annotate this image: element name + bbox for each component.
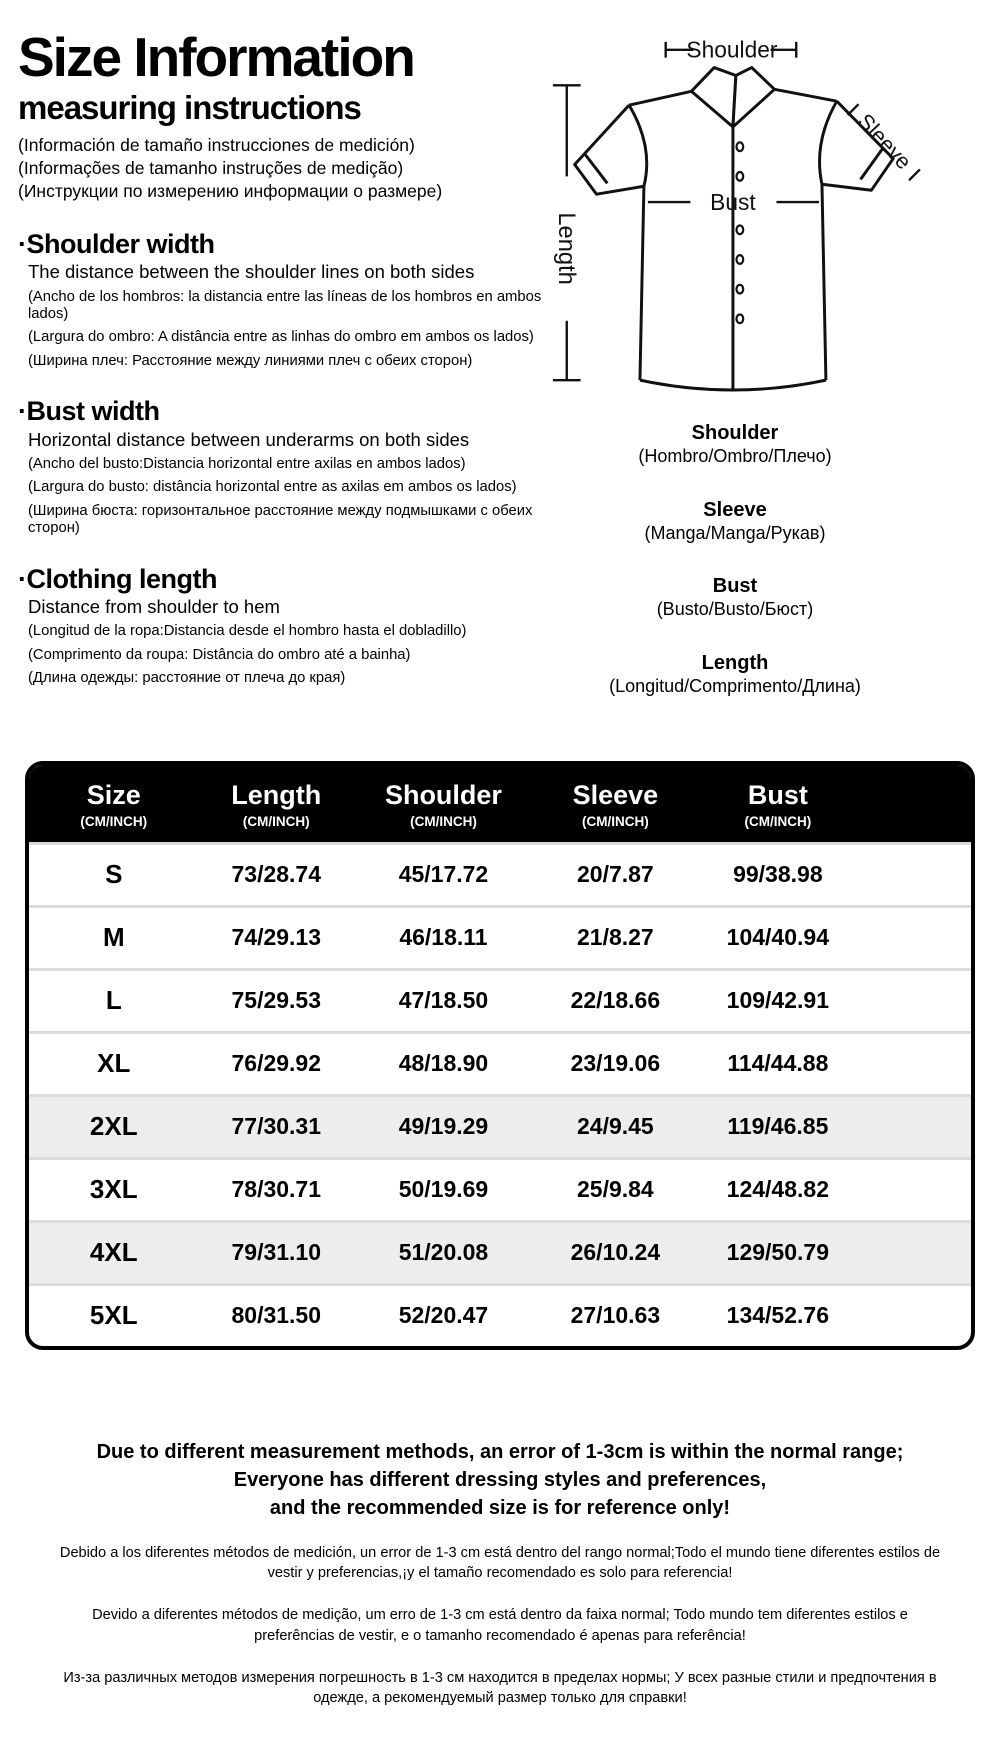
cell-shoulder: 50/19.69 xyxy=(398,1176,489,1203)
table-row xyxy=(29,905,971,968)
legend-term: Shoulder xyxy=(691,422,779,444)
legend-length xyxy=(545,651,925,698)
translation-pt: (Largura do ombro: A distância entre as linhas do ombro em ambos os lados) xyxy=(28,329,534,346)
diagram-bust-label: Bust xyxy=(710,189,756,215)
section-title: ·Bust width xyxy=(18,396,160,427)
translation-es: (Ancho de los hombros: la distancia entre las líneas de los hombros en ambos lados) xyxy=(28,288,542,322)
diagram-legend xyxy=(545,421,925,697)
table-row xyxy=(29,1220,971,1283)
cell-size: L xyxy=(105,985,122,1016)
translation-es: (Ancho del busto:Distancia horizontal entre axilas en ambos lados) xyxy=(28,455,466,472)
translation-pt: (Largura do busto: distância horizontal entre as axilas em ambos os lados) xyxy=(28,479,517,496)
table-row xyxy=(29,968,971,1031)
legend-sleeve xyxy=(545,498,925,545)
cell-shoulder: 51/20.08 xyxy=(398,1239,489,1266)
table-row xyxy=(29,842,971,905)
disclaimer-es: Debido a los diferentes métodos de medición, un error de 1-3 cm está dentro del rango normal;Todo el mundo tiene diferentes estilos de vestir y preferencias,¡y el tamaño recomendado es solo para referencia! xyxy=(59,1544,941,1582)
cell-bust: 134/52.76 xyxy=(726,1302,829,1329)
cell-bust: 129/50.79 xyxy=(726,1239,829,1266)
section-clothing-length xyxy=(18,565,545,688)
translation-ru: (Ширина бюста: горизонтальное расстояние между подмышками с обеих сторон) xyxy=(28,502,533,537)
cell-length: 74/29.13 xyxy=(231,924,322,951)
table-row xyxy=(29,1094,971,1157)
cell-bust: 104/40.94 xyxy=(726,924,829,951)
cell-bust: 124/48.82 xyxy=(726,1176,829,1203)
cell-length: 80/31.50 xyxy=(231,1302,322,1329)
diagram-column xyxy=(545,14,1000,727)
cell-size: 4XL xyxy=(89,1237,138,1268)
cell-shoulder: 49/19.29 xyxy=(398,1113,489,1140)
cell-sleeve: 27/10.63 xyxy=(570,1302,661,1329)
cell-bust: 119/46.85 xyxy=(727,1113,829,1140)
cell-shoulder: 47/18.50 xyxy=(398,987,489,1014)
cell-sleeve: 22/18.66 xyxy=(570,987,661,1014)
cell-length: 73/28.74 xyxy=(231,861,322,888)
cell-length: 79/31.10 xyxy=(231,1239,322,1266)
legend-bust xyxy=(545,574,925,621)
legend-translation: (Manga/Manga/Рукав) xyxy=(644,522,826,543)
cell-bust: 99/38.98 xyxy=(733,861,823,888)
cell-size: S xyxy=(105,859,123,890)
disclaimer-ru: Из-за различных методов измерения погрешность в 1-3 см находится в пределах нормы; У всех разные стили и предпочтения в одежде, а рекомендуемый размер только для справки! xyxy=(63,1669,937,1707)
translation-ru: (Длина одежды: расстояние от плеча до края) xyxy=(28,670,346,687)
size-table-header xyxy=(29,765,971,842)
cell-shoulder: 52/20.47 xyxy=(398,1302,489,1329)
section-description: Distance from shoulder to hem xyxy=(28,596,280,618)
legend-translation: (Busto/Busto/Бюст) xyxy=(656,599,814,619)
section-translations xyxy=(28,456,545,538)
translation-ru: (Ширина плеч: Расстояние между линиями плеч с обеих сторон) xyxy=(28,352,473,369)
legend-translation: (Hombro/Ombro/Плечо) xyxy=(638,446,832,466)
cell-sleeve: 25/9.84 xyxy=(576,1176,654,1203)
cell-shoulder: 48/18.90 xyxy=(398,1050,489,1077)
table-row xyxy=(29,1283,971,1346)
disclaimer-en xyxy=(0,1438,1000,1522)
disclaimer xyxy=(0,1438,1000,1709)
disclaimer-en-line2: Everyone has different dressing styles and preferences, xyxy=(233,1468,767,1491)
section-translations xyxy=(28,623,545,687)
legend-translation: (Longitud/Comprimento/Длина) xyxy=(609,675,861,696)
cell-sleeve: 20/7.87 xyxy=(576,861,654,888)
section-description: Horizontal distance between underarms on both sides xyxy=(28,428,470,450)
cell-size: 2XL xyxy=(89,1111,138,1142)
column-header-length: Length (CM/INCH) xyxy=(231,780,322,829)
cell-length: 76/29.92 xyxy=(231,1050,322,1077)
cell-shoulder: 45/17.72 xyxy=(398,861,489,888)
diagram-shoulder-label: Shoulder xyxy=(686,36,778,63)
legend-term: Sleeve xyxy=(703,498,767,521)
cell-bust: 114/44.88 xyxy=(727,1050,829,1077)
cell-bust: 109/42.91 xyxy=(726,987,829,1014)
title-translations xyxy=(18,134,545,203)
cell-sleeve: 23/19.06 xyxy=(570,1050,661,1077)
title-translation-ru: (Инструкции по измерению информации о размере) xyxy=(18,180,443,201)
title-translation-pt: (Informações de tamanho instruções de medição) xyxy=(18,157,404,178)
disclaimer-pt: Devido a diferentes métodos de medição, um erro de 1-3 cm está dentro da faixa normal; Todo mundo tem diferentes estilos e preferências de vestir, e o tamanho recomendado é apenas para referência! xyxy=(92,1607,908,1644)
diagram-length-label: Length xyxy=(552,212,579,285)
cell-sleeve: 26/10.24 xyxy=(570,1239,661,1266)
cell-sleeve: 24/9.45 xyxy=(576,1113,654,1140)
section-title: ·Clothing length xyxy=(18,563,217,594)
cell-length: 78/30.71 xyxy=(231,1176,322,1203)
cell-size: 3XL xyxy=(89,1174,138,1205)
disclaimer-en-line3: and the recommended size is for reference only! xyxy=(269,1496,731,1519)
title-translation-es: (Información de tamaño instrucciones de medición) xyxy=(18,134,415,155)
legend-term: Length xyxy=(701,651,769,674)
cell-sleeve: 21/8.27 xyxy=(576,924,654,951)
cell-size: M xyxy=(102,922,125,953)
disclaimer-en-line1: Due to different measurement methods, an error of 1-3cm is within the normal range; xyxy=(96,1440,904,1463)
cell-shoulder: 46/18.11 xyxy=(399,924,488,951)
column-header-shoulder: Shoulder (CM/INCH) xyxy=(384,780,502,829)
section-translations xyxy=(28,289,545,371)
column-header-sleeve: Sleeve (CM/INCH) xyxy=(572,780,659,829)
cell-length: 77/30.31 xyxy=(231,1113,322,1140)
instructions-column xyxy=(18,14,545,727)
legend-shoulder xyxy=(545,421,925,468)
section-shoulder-width xyxy=(18,230,545,370)
top-area xyxy=(0,0,1000,727)
cell-size: XL xyxy=(97,1048,131,1079)
translation-es: (Longitud de la ropa:Distancia desde el hombro hasta el dobladillo) xyxy=(28,623,467,640)
section-bust-width xyxy=(18,397,545,537)
table-row xyxy=(29,1157,971,1220)
size-table xyxy=(25,761,975,1350)
cell-length: 75/29.53 xyxy=(231,987,322,1014)
column-header-bust: Bust (CM/INCH) xyxy=(744,780,812,829)
column-header-size: Size (CM/INCH) xyxy=(80,780,148,829)
section-description: The distance between the shoulder lines on both sides xyxy=(28,261,475,283)
shirt-measurement-diagram xyxy=(545,14,1000,406)
diagram-sleeve-label: Sleeve xyxy=(852,108,917,175)
section-title: ·Shoulder width xyxy=(18,228,215,259)
cell-size: 5XL xyxy=(89,1300,138,1331)
translation-pt: (Comprimento da roupa: Distância do ombro até a bainha) xyxy=(28,646,411,663)
legend-term: Bust xyxy=(712,575,758,597)
page-subtitle: measuring instructions xyxy=(18,89,361,126)
page-title: Size Information xyxy=(18,26,414,88)
table-row xyxy=(29,1031,971,1094)
